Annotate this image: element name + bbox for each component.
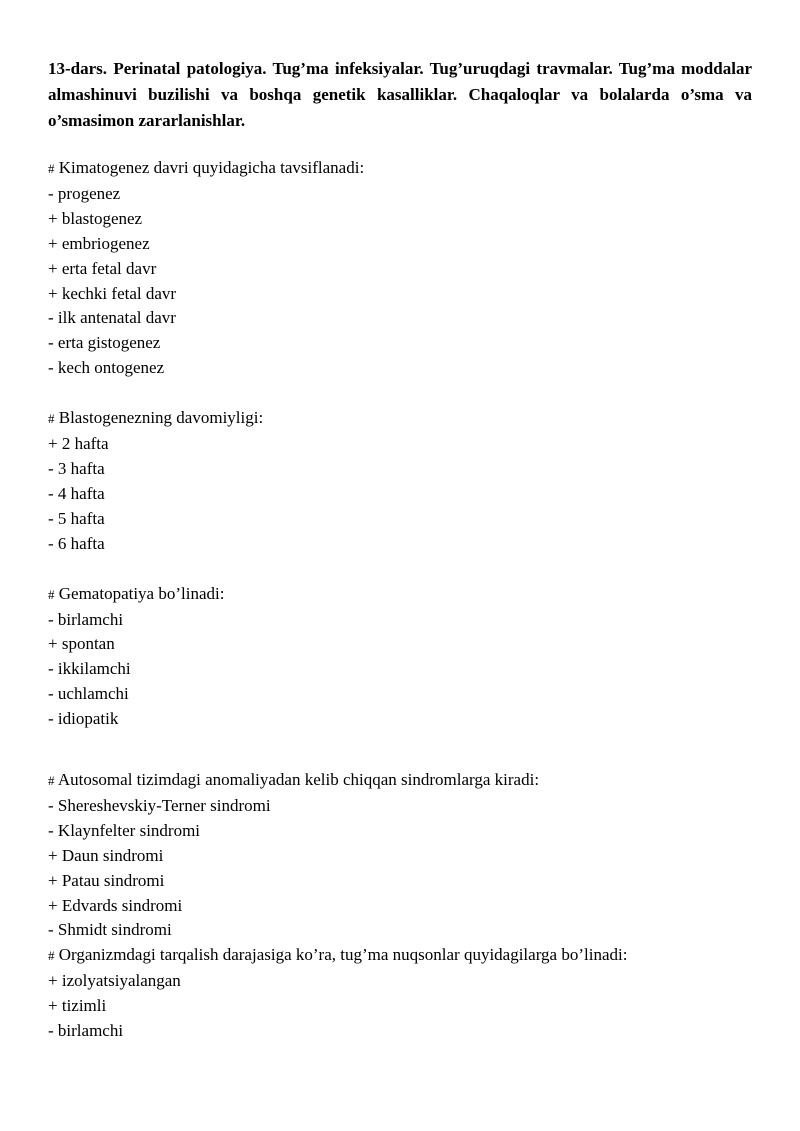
option-text: Shmidt sindromi [57, 920, 172, 940]
option-text: erta fetal davr [61, 258, 157, 278]
option-line [48, 844, 752, 869]
option-line [48, 1019, 752, 1044]
option-marker: - [48, 709, 54, 729]
question-text: Autosomal tizimdagi anomaliyadan kelib chiqqan sindromlarga kiradi: [57, 770, 540, 790]
option-line [48, 969, 752, 994]
option-line [48, 608, 752, 633]
option-marker: - [48, 684, 54, 704]
option-line [48, 331, 752, 356]
option-line [48, 457, 752, 482]
option-marker: - [48, 508, 54, 528]
option-text: birlamchi [57, 609, 124, 629]
option-line [48, 257, 752, 282]
option-marker: - [48, 820, 54, 840]
question-block [48, 768, 752, 943]
option-line [48, 282, 752, 307]
option-marker: - [48, 920, 54, 940]
option-line [48, 894, 752, 919]
question-marker: # [48, 586, 55, 602]
option-line [48, 794, 752, 819]
question-line [48, 582, 752, 608]
option-text: erta gistogenez [57, 333, 161, 353]
question-text: Blastogenezning davomiyligi: [58, 408, 264, 428]
option-marker: + [48, 434, 58, 454]
option-marker: - [48, 458, 54, 478]
question-marker: # [48, 948, 55, 964]
option-text: Klaynfelter sindromi [57, 820, 201, 840]
option-marker: - [48, 533, 54, 553]
option-text: uchlamchi [57, 684, 129, 704]
question-line [48, 406, 752, 432]
option-line [48, 482, 752, 507]
option-marker: + [48, 971, 58, 991]
option-marker: + [48, 895, 58, 915]
option-text: 5 hafta [57, 508, 105, 528]
option-line [48, 207, 752, 232]
option-text: idiopatik [57, 709, 119, 729]
option-marker: + [48, 845, 58, 865]
option-line [48, 819, 752, 844]
question-block [48, 582, 752, 732]
question-text: Organizmdagi tarqalish darajasiga ko’ra, tug’ma nuqsonlar quyidagilarga bo’linadi: [58, 945, 628, 965]
option-text: Daun sindromi [61, 845, 164, 865]
option-marker: + [48, 208, 58, 228]
option-text: spontan [61, 634, 115, 654]
option-line [48, 356, 752, 381]
question-marker: # [48, 411, 55, 427]
question-line [48, 943, 752, 969]
option-text: kech ontogenez [57, 358, 165, 378]
option-marker: + [48, 258, 58, 278]
option-text: progenez [57, 183, 121, 203]
option-text: 2 hafta [61, 434, 109, 454]
question-block [48, 156, 752, 381]
option-marker: - [48, 183, 54, 203]
option-text: blastogenez [61, 208, 143, 228]
option-line [48, 306, 752, 331]
option-text: Edvards sindromi [61, 895, 183, 915]
option-line [48, 232, 752, 257]
option-line [48, 182, 752, 207]
lesson-title: 13-dars. Perinatal patologiya. Tug’ma infeksiyalar. Tug’uruqdagi travmalar. Tug’ma moddalar almashinuvi buzilishi va boshqa genetik kasalliklar. Chaqaloqlar va bolalarda o’sma va o’smasimon zararlanishlar. [48, 59, 752, 130]
option-text: embriogenez [61, 233, 150, 253]
option-line [48, 994, 752, 1019]
question-line [48, 768, 752, 794]
question-block [48, 943, 752, 1044]
question-marker: # [48, 773, 55, 789]
question-line [48, 156, 752, 182]
option-marker: - [48, 795, 54, 815]
option-text: birlamchi [57, 1021, 124, 1041]
question-marker: # [48, 161, 55, 176]
option-marker: - [48, 1021, 54, 1041]
option-text: Patau sindromi [61, 870, 165, 890]
option-text: kechki fetal davr [61, 283, 177, 303]
question-list [48, 156, 752, 1044]
option-text: 3 hafta [57, 458, 105, 478]
option-line [48, 532, 752, 557]
option-text: 6 hafta [57, 533, 105, 553]
question-text: Gematopatiya bo’linadi: [58, 583, 225, 603]
option-marker: + [48, 870, 58, 890]
option-text: 4 hafta [57, 483, 105, 503]
question-block [48, 406, 752, 556]
question-text: Kimatogenez davri quyidagicha tavsiflanadi: [58, 158, 365, 177]
option-line [48, 918, 752, 943]
option-marker: + [48, 996, 58, 1016]
option-line [48, 432, 752, 457]
option-line [48, 682, 752, 707]
document-page [48, 0, 752, 1044]
option-marker: - [48, 609, 54, 629]
option-text: tizimli [61, 996, 107, 1016]
option-marker: + [48, 233, 58, 253]
option-line [48, 632, 752, 657]
option-line [48, 657, 752, 682]
option-text: Shereshevskiy-Terner sindromi [57, 795, 271, 815]
option-marker: - [48, 308, 54, 328]
option-marker: - [48, 333, 54, 353]
option-line [48, 869, 752, 894]
option-marker: - [48, 358, 54, 378]
option-text: ilk antenatal davr [57, 308, 176, 328]
option-marker: + [48, 283, 58, 303]
option-line [48, 507, 752, 532]
option-line [48, 707, 752, 732]
option-marker: - [48, 483, 54, 503]
option-text: ikkilamchi [57, 659, 131, 679]
option-marker: + [48, 634, 58, 654]
option-text: izolyatsiyalangan [61, 971, 181, 991]
option-marker: - [48, 659, 54, 679]
